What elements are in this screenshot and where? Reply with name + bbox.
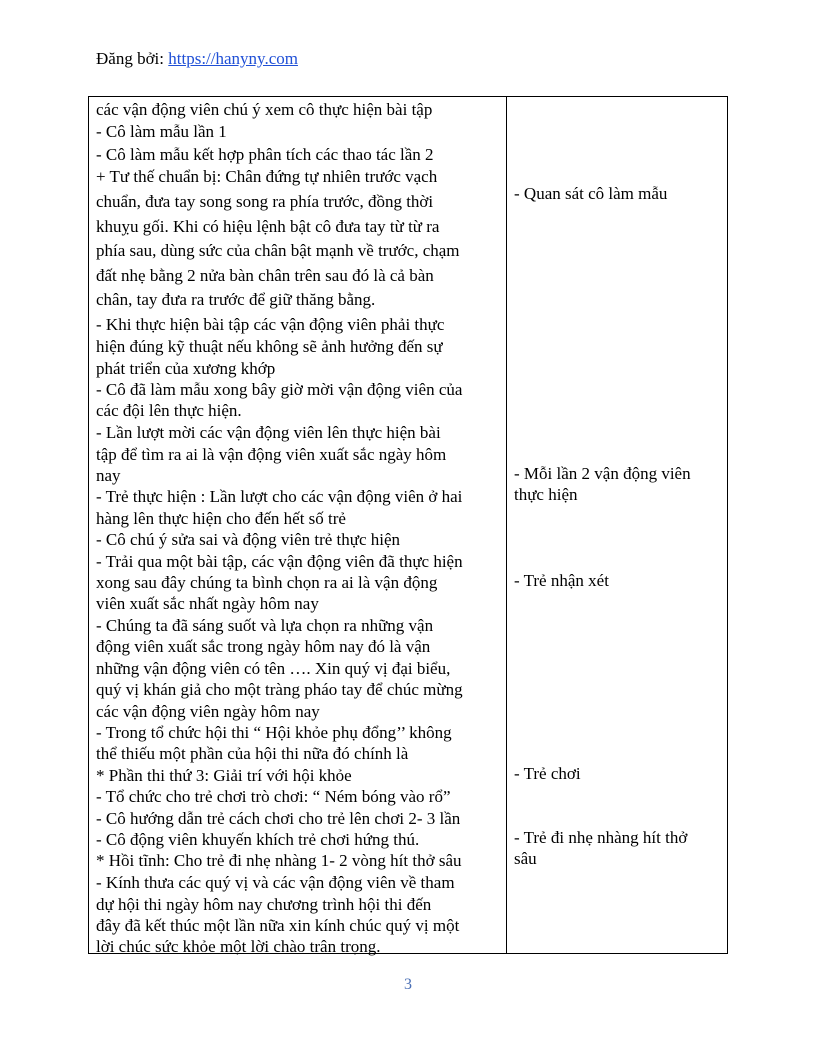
teacher-line: - Cô đã làm mẫu xong bây giờ mời vận động viên của [96,380,463,399]
page-header [96,48,298,70]
page-number: 3 [404,976,412,993]
child-line: - Trẻ chơi [514,764,581,783]
teacher-line: phía sau, dùng sức của chân bật mạnh về trước, chạm [96,241,460,260]
teacher-line: đây đã kết thúc một lần nữa xin kính chúc quý vị một [96,916,460,935]
teacher-line: * Hồi tĩnh: Cho trẻ đi nhẹ nhàng 1- 2 vòng hít thở sâu [96,851,462,870]
child-line: - Trẻ đi nhẹ nhàng hít thở [514,828,688,847]
teacher-line: các đội lên thực hiện. [96,401,242,420]
teacher-line: + Tư thế chuẩn bị: Chân đứng tự nhiên trước vạch [96,167,438,186]
teacher-line: viên xuất sắc nhất ngày hôm nay [96,594,319,613]
child-line: - Trẻ nhận xét [514,571,609,590]
activity-table [88,96,728,954]
teacher-line: nay [96,466,121,485]
child-line: - Quan sát cô làm mẫu [514,184,668,203]
teacher-line: hàng lên thực hiện cho đến hết số trẻ [96,509,346,528]
teacher-line: - Cô động viên khuyến khích trẻ chơi hứng thú. [96,830,420,849]
teacher-line: - Cô làm mẫu kết hợp phân tích các thao tác lần 2 [96,145,434,164]
teacher-line: - Trải qua một bài tập, các vận động viên đã thực hiện [96,552,463,571]
teacher-line: những vận động viên có tên …. Xin quý vị đại biểu, [96,659,451,678]
teacher-line: - Cô làm mẫu lần 1 [96,122,227,141]
posted-by-label: Đăng bởi: [96,49,169,68]
teacher-line: các vận động viên ngày hôm nay [96,702,320,721]
teacher-line: hiện đúng kỹ thuật nếu không sẽ ảnh hưởng đến sự [96,337,443,356]
child-line: sâu [514,849,537,868]
teacher-line: phát triển của xương khớp [96,359,276,378]
teacher-line: chân, tay đưa ra trước để giữ thăng bằng. [96,290,376,309]
teacher-line: - Cô hướng dẫn trẻ cách chơi cho trẻ lên chơi 2- 3 lần [96,809,461,828]
teacher-line: khuỵu gối. Khi có hiệu lệnh bật cô đưa tay từ từ ra [96,217,440,236]
teacher-line: - Lần lượt mời các vận động viên lên thực hiện bài [96,423,441,442]
teacher-line: lời chúc sức khỏe một lời chào trân trọng. [96,937,381,956]
teacher-line: - Kính thưa các quý vị và các vận động viên về tham [96,873,455,892]
column-divider [506,97,507,953]
teacher-line: - Trẻ thực hiện : Lần lượt cho các vận động viên ở hai [96,487,463,506]
teacher-line: chuẩn, đưa tay song song ra phía trước, đồng thời [96,192,434,211]
teacher-line: quý vị khán giả cho một tràng pháo tay để chúc mừng [96,680,463,699]
teacher-line: - Chúng ta đã sáng suốt và lựa chọn ra những vận [96,616,434,635]
teacher-line: tập để tìm ra ai là vận động viên xuất sắc ngày hôm [96,445,447,464]
child-line: thực hiện [514,485,578,504]
teacher-line: động viên xuất sắc trong ngày hôm nay đó là vận [96,637,431,656]
teacher-line: - Cô chú ý sửa sai và động viên trẻ thực hiện [96,530,401,549]
teacher-line: đất nhẹ bằng 2 nửa bàn chân trên sau đó là cả bàn [96,266,434,285]
teacher-line: - Tổ chức cho trẻ chơi trò chơi: “ Ném bóng vào rổ” [96,787,451,806]
teacher-line: * Phần thi thứ 3: Giải trí với hội khỏe [96,766,352,785]
teacher-line: dự hội thi ngày hôm nay chương trình hội thi đến [96,895,432,914]
teacher-line: - Trong tổ chức hội thi “ Hội khỏe phụ đổng’’ không [96,723,452,742]
teacher-line: xong sau đây chúng ta bình chọn ra ai là vận động [96,573,438,592]
child-line: - Mỗi lần 2 vận động viên [514,464,691,483]
teacher-line: thể thiếu một phần của hội thi nữa đó chính là [96,744,409,763]
teacher-line: các vận động viên chú ý xem cô thực hiện bài tập [96,100,433,119]
source-link[interactable]: https://hanyny.com [168,49,298,68]
teacher-line: - Khi thực hiện bài tập các vận động viên phải thực [96,315,445,334]
